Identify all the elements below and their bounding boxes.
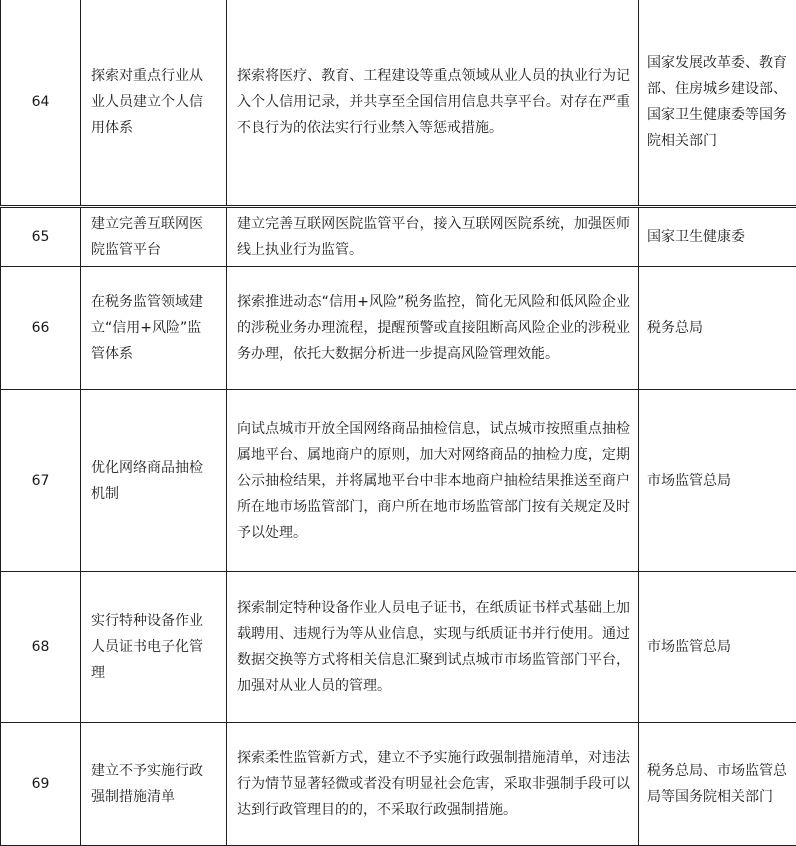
item-title: 优化网络商品抽检机制 [81,390,227,572]
item-title: 建立不予实施行政强制措施清单 [81,723,227,846]
row-number: 66 [1,267,81,390]
responsible-department: 税务总局 [639,267,796,390]
responsible-department: 国家发展改革委、教育部、住房城乡建设部、国家卫生健康委等国务院相关部门 [639,0,796,207]
item-description: 建立完善互联网医院监管平台，接入互联网医院系统，加强医师线上执业行为监管。 [227,207,639,267]
row-number: 64 [1,0,81,207]
table-row [1,723,796,846]
row-number: 67 [1,390,81,572]
table-row [1,572,796,723]
row-number: 65 [1,207,81,267]
item-title: 探索对重点行业从业人员建立个人信用体系 [81,0,227,207]
row-number: 68 [1,572,81,723]
item-description: 探索将医疗、教育、工程建设等重点领域从业人员的执业行为记入个人信用记录，并共享至全国信用信息共享平台。对存在严重不良行为的依法实行行业禁入等惩戒措施。 [227,0,639,207]
item-description: 探索柔性监管新方式，建立不予实施行政强制措施清单，对违法行为情节显著轻微或者没有明显社会危害，采取非强制手段可以达到行政管理目的的，不采取行政强制措施。 [227,723,639,846]
item-title: 建立完善互联网医院监管平台 [81,207,227,267]
item-title: 在税务监管领域建立“信用+风险”监管体系 [81,267,227,390]
item-description: 探索制定特种设备作业人员电子证书，在纸质证书样式基础上加载聘用、违规行为等从业信息，实现与纸质证书并行使用。通过数据交换等方式将相关信息汇聚到试点城市市场监管部门平台，加强对从业人员的管理。 [227,572,639,723]
responsible-department: 市场监管总局 [639,390,796,572]
table-row [1,0,796,207]
table-row [1,267,796,390]
row-number: 69 [1,723,81,846]
table-row [1,207,796,267]
item-description: 探索推进动态“信用+风险”税务监控，简化无风险和低风险企业的涉税业务办理流程，提醒预警或直接阻断高风险企业的涉税业务办理，依托大数据分析进一步提高风险管理效能。 [227,267,639,390]
item-description: 向试点城市开放全国网络商品抽检信息，试点城市按照重点抽检属地平台、属地商户的原则，加大对网络商品的抽检力度，定期公示抽检结果，并将属地平台中非本地商户抽检结果推送至商户所在地市场监管部门，商户所在地市场监管部门按有关规定及时予以处理。 [227,390,639,572]
item-title: 实行特种设备作业人员证书电子化管理 [81,572,227,723]
responsible-department: 市场监管总局 [639,572,796,723]
table-row [1,390,796,572]
responsible-department: 税务总局、市场监管总局等国务院相关部门 [639,723,796,846]
responsible-department: 国家卫生健康委 [639,207,796,267]
